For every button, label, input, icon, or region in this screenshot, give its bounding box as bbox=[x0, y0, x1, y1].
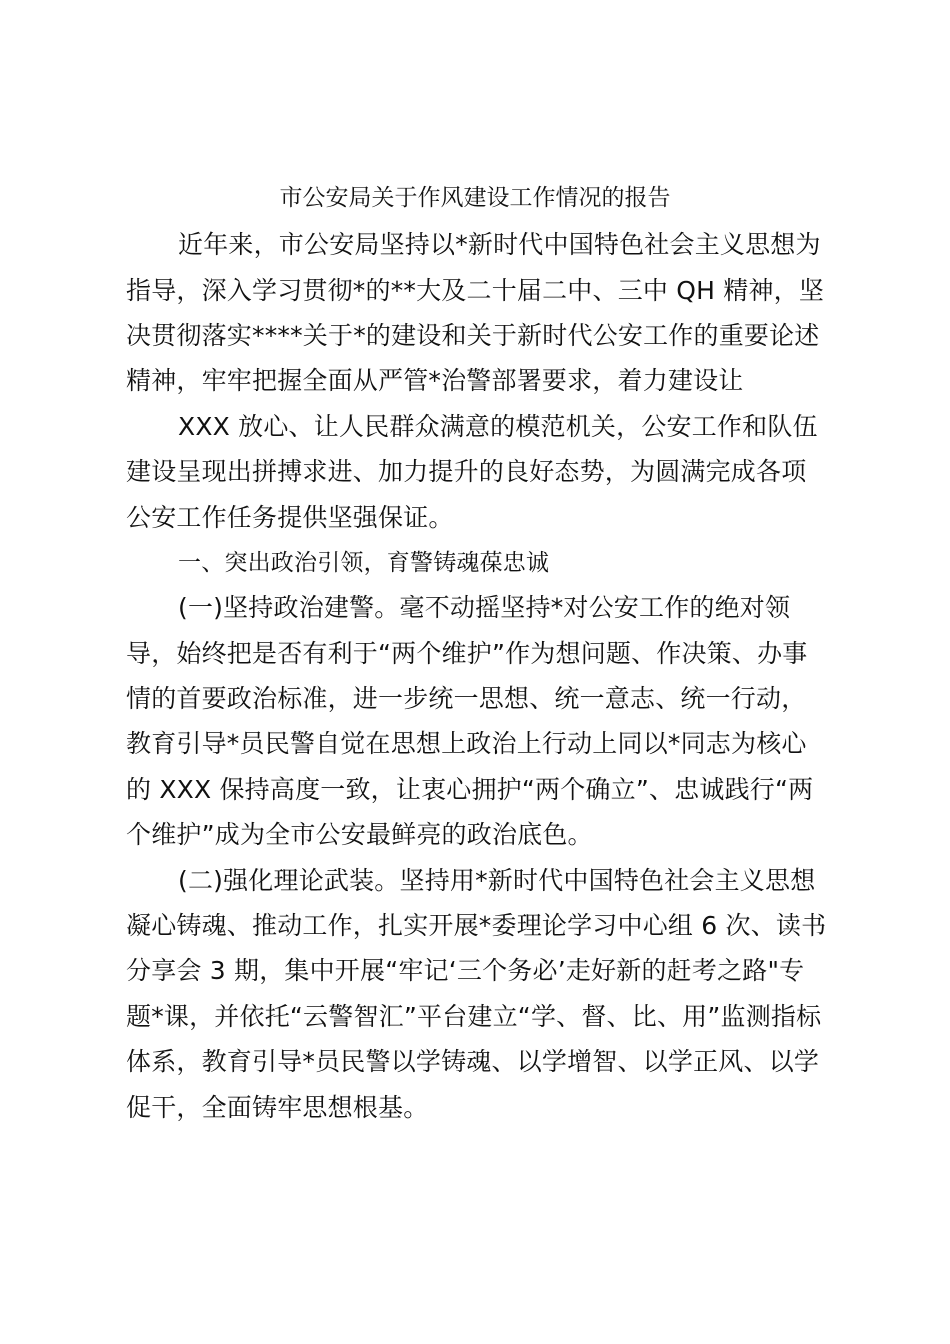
paragraph-4-line-2: 凝心铸魂、推动工作，扎实开展*委理论学习中心组 6 次、读书 bbox=[126, 911, 827, 940]
paragraph-3-line-1: (一)坚持政治建警。毫不动摇坚持*对公安工作的绝对领 bbox=[178, 593, 791, 622]
paragraph-4-line-3: 分享会 3 期，集中开展“牢记‘三个务必’走好新的赶考之路"专 bbox=[126, 956, 805, 985]
paragraph-2-line-3: 公安工作任务提供坚强保证。 bbox=[126, 503, 454, 532]
paragraph-4-line-5: 体系，教育引导*员民警以学铸魂、以学增智、以学正风、以学 bbox=[126, 1047, 820, 1076]
paragraph-4-line-4: 题*课，并依托“云警智汇”平台建立“学、督、比、用”监测指标 bbox=[126, 1002, 822, 1031]
paragraph-3-line-3: 情的首要政治标准，进一步统一思想、统一意志、统一行动， bbox=[126, 684, 807, 713]
paragraph-1-line-4: 精神，牢牢把握全面从严管*治警部署要求，着力建设让 bbox=[126, 366, 744, 395]
paragraph-1-line-3: 决贯彻落实****关于*的建设和关于新时代公安工作的重要论述 bbox=[126, 321, 820, 350]
section-heading-1: 一、突出政治引领，育警铸魂葆忠诚 bbox=[178, 550, 550, 576]
paragraph-4-line-1: (二)强化理论武装。坚持用*新时代中国特色社会主义思想 bbox=[178, 866, 816, 895]
paragraph-3-line-4: 教育引导*员民警自觉在思想上政治上行动上同以*同志为核心 bbox=[126, 729, 807, 758]
paragraph-3-line-5: 的 XXX 保持高度一致，让衷心拥护“两个确立”、忠诚践行“两 bbox=[126, 775, 814, 804]
paragraph-2-line-2: 建设呈现出拼搏求进、加力提升的良好态势，为圆满完成各项 bbox=[126, 457, 807, 486]
paragraph-4-line-6: 促干，全面铸牢思想根基。 bbox=[126, 1093, 429, 1122]
paragraph-1-line-1: 近年来，市公安局坚持以*新时代中国特色社会主义思想为 bbox=[178, 230, 821, 259]
paragraph-3-line-2: 导，始终把是否有利于“两个维护”作为想问题、作决策、办事 bbox=[126, 639, 808, 668]
paragraph-2-line-1: XXX 放心、让人民群众满意的模范机关，公安工作和队伍 bbox=[178, 412, 818, 441]
paragraph-1-line-2: 指导，深入学习贯彻*的**大及二十届二中、三中 QH 精神，坚 bbox=[126, 276, 825, 305]
paragraph-3-line-6: 个维护”成为全市公安最鲜亮的政治底色。 bbox=[126, 820, 593, 849]
document-title: 市公安局关于作风建设工作情况的报告 bbox=[279, 185, 671, 211]
